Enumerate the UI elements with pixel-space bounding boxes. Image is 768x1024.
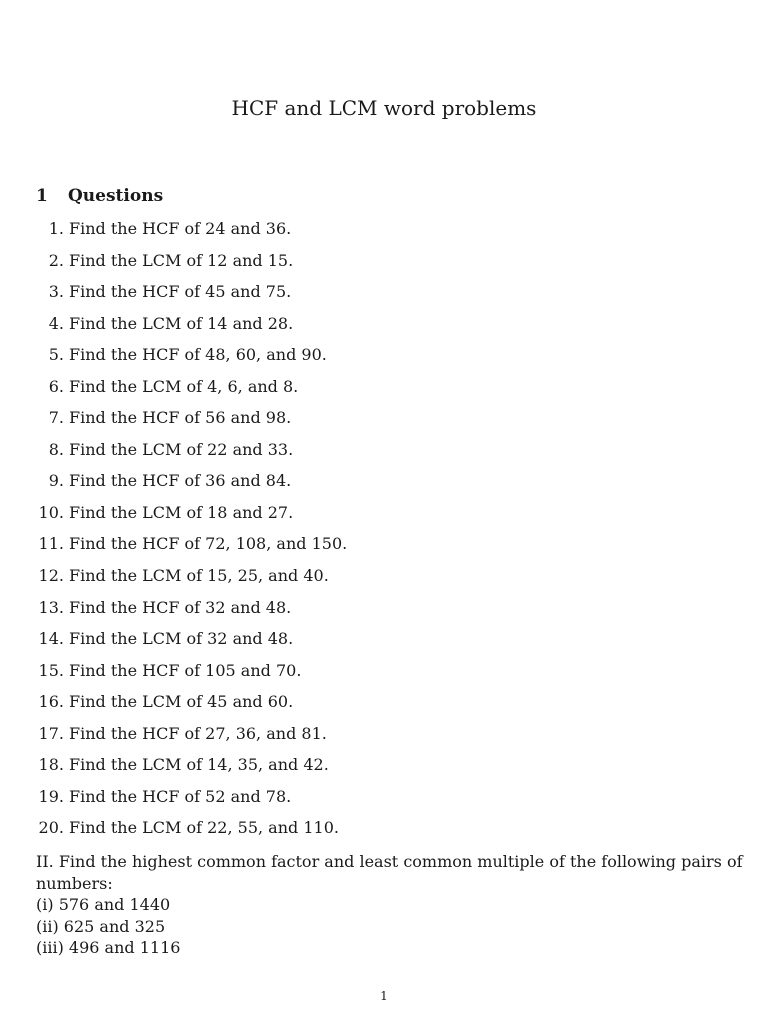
- question-text: Find the HCF of 36 and 84.: [69, 471, 292, 491]
- question-text: Find the LCM of 4, 6, and 8.: [69, 376, 299, 396]
- question-number: 2.: [48, 250, 64, 270]
- question-item: [36, 249, 347, 281]
- question-text: Find the HCF of 105 and 70.: [69, 660, 302, 680]
- question-item: [36, 501, 347, 533]
- question-number: 20.: [38, 818, 64, 838]
- question-item: [36, 753, 347, 785]
- question-text: Find the LCM of 22 and 33.: [69, 439, 294, 459]
- question-item: [36, 659, 347, 691]
- question-number: 18.: [38, 755, 64, 775]
- question-number: 11.: [38, 534, 64, 554]
- question-number: 15.: [38, 660, 64, 680]
- question-number: 6.: [48, 376, 64, 396]
- question-text: Find the LCM of 15, 25, and 40.: [69, 566, 329, 586]
- question-item: [36, 406, 347, 438]
- question-text: Find the LCM of 45 and 60.: [69, 692, 294, 712]
- question-number: 19.: [38, 786, 64, 806]
- question-text: Find the HCF of 72, 108, and 150.: [69, 534, 348, 554]
- question-number: 9.: [48, 471, 64, 491]
- part-two-item: (i) 576 and 1440: [36, 895, 171, 914]
- question-number: 10.: [38, 502, 64, 522]
- question-item: [36, 596, 347, 628]
- question-item: [36, 343, 347, 375]
- question-text: Find the LCM of 22, 55, and 110.: [69, 818, 339, 838]
- question-text: Find the HCF of 52 and 78.: [69, 786, 292, 806]
- question-number: 8.: [48, 439, 64, 459]
- question-text: Find the LCM of 14 and 28.: [69, 313, 294, 333]
- question-text: Find the LCM of 14, 35, and 42.: [69, 755, 329, 775]
- question-number: 12.: [38, 566, 64, 586]
- question-number: 16.: [38, 692, 64, 712]
- question-text: Find the HCF of 32 and 48.: [69, 597, 292, 617]
- question-number: 3.: [48, 282, 64, 302]
- question-item: [36, 217, 347, 249]
- question-number: 13.: [38, 597, 64, 617]
- question-item: [36, 785, 347, 817]
- question-text: Find the HCF of 24 and 36.: [69, 219, 292, 238]
- question-text: Find the HCF of 48, 60, and 90.: [69, 345, 327, 365]
- question-number: 17.: [38, 723, 64, 743]
- question-item: [36, 469, 347, 501]
- section-title: Questions: [68, 186, 164, 206]
- question-number: 7.: [48, 408, 64, 428]
- document-title: HCF and LCM word problems: [231, 96, 537, 120]
- part-two-intro-line: II. Find the highest common factor and least common multiple of the following pairs of: [36, 852, 743, 871]
- page-number: 1: [380, 989, 388, 1003]
- question-text: Find the HCF of 45 and 75.: [69, 282, 292, 302]
- question-text: Find the LCM of 12 and 15.: [69, 250, 294, 270]
- question-text: Find the LCM of 32 and 48.: [69, 629, 294, 649]
- question-item: [36, 438, 347, 470]
- question-text: Find the LCM of 18 and 27.: [69, 502, 294, 522]
- question-item: [36, 816, 347, 848]
- question-item: [36, 532, 347, 564]
- question-number: 5.: [48, 345, 64, 365]
- question-item: [36, 722, 347, 754]
- part-two-block: [36, 851, 743, 959]
- part-two-item: (iii) 496 and 1116: [36, 938, 181, 957]
- question-text: Find the HCF of 27, 36, and 81.: [69, 723, 327, 743]
- question-item: [36, 627, 347, 659]
- question-item: [36, 280, 347, 312]
- question-item: [36, 312, 347, 344]
- question-item: [36, 375, 347, 407]
- question-number: 4.: [48, 313, 64, 333]
- section-heading: [36, 184, 163, 208]
- section-number: 1: [36, 186, 48, 206]
- question-list: [36, 217, 347, 848]
- question-number: 14.: [38, 629, 64, 649]
- question-item: [36, 690, 347, 722]
- question-text: Find the HCF of 56 and 98.: [69, 408, 292, 428]
- part-two-intro-line: numbers:: [36, 873, 113, 893]
- question-number: 1.: [48, 219, 64, 238]
- question-item: [36, 564, 347, 596]
- part-two-item: (ii) 625 and 325: [36, 916, 166, 936]
